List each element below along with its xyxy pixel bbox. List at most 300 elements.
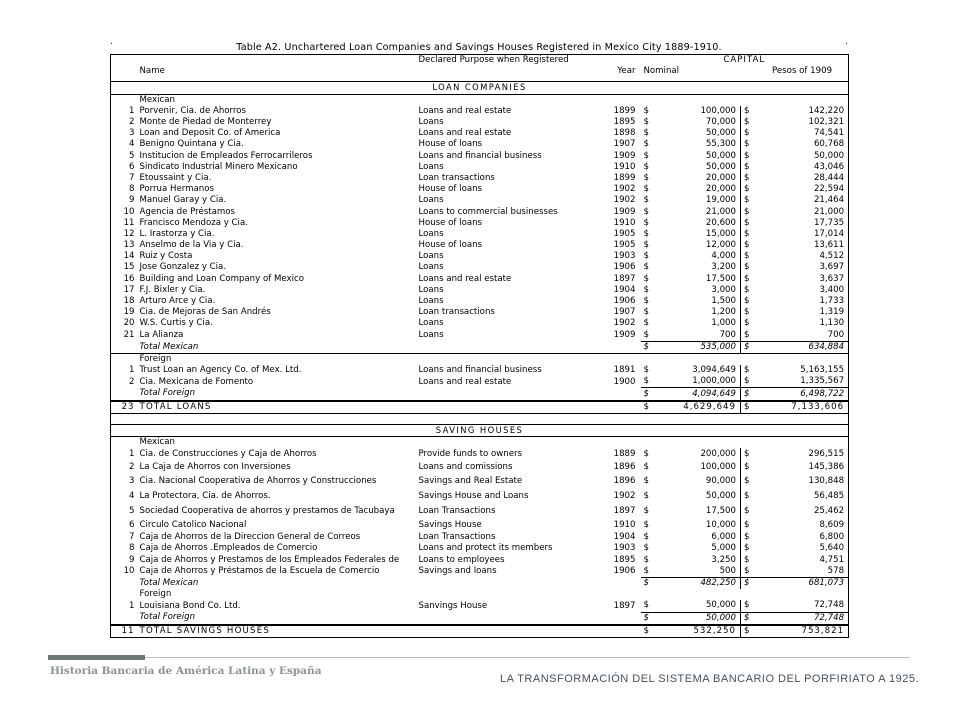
pesos-1909-value: 28,444: [813, 172, 845, 183]
currency-symbol: $: [643, 520, 649, 531]
declared-purpose: Loans and real estate: [418, 376, 512, 387]
currency-symbol: $: [741, 612, 754, 625]
nominal-value: 4,094,649: [654, 388, 741, 401]
row-number: 18: [123, 296, 135, 307]
currency-symbol: $: [643, 600, 649, 611]
currency-symbol: $: [643, 240, 649, 251]
table-row: [111, 184, 849, 195]
row-number: 20: [123, 318, 135, 329]
row-number: 21: [123, 329, 135, 340]
row-number: 8: [129, 543, 135, 554]
currency-symbol: $: [741, 388, 754, 401]
company-name: Caja de Ahorros y Prestamos de los Empleados Federales de: [139, 554, 400, 565]
year-registered: 1900: [613, 376, 636, 387]
company-name: Ruiz y Costa: [139, 251, 193, 262]
year-registered: 1896: [613, 476, 636, 487]
row-number: 4: [129, 491, 135, 502]
year-registered: 1903: [613, 251, 636, 262]
nominal-value: 532,250: [654, 625, 741, 638]
row-number: 1: [129, 105, 135, 116]
footer-right-text: LA TRANSFORMACIÓN DEL SISTEMA BANCARIO DEL PORFIRIATO A 1925.: [500, 673, 920, 685]
subtotal-label: Total Mexican: [139, 341, 199, 352]
nominal-value: 500: [719, 565, 736, 576]
subtotal-row: [111, 612, 849, 625]
pesos-1909-value: 1,319: [819, 307, 845, 318]
table-row: [111, 285, 849, 296]
year-registered: 1902: [613, 184, 636, 195]
year-registered: 1905: [613, 228, 636, 239]
row-number: 12: [123, 228, 135, 239]
row-number: 2: [129, 462, 135, 473]
currency-symbol: $: [741, 318, 754, 329]
declared-purpose: House of loans: [418, 139, 483, 150]
currency-symbol: $: [643, 161, 649, 172]
year-registered: 1910: [613, 520, 636, 531]
pesos-1909-value: 296,515: [808, 449, 845, 460]
year-registered: 1896: [613, 462, 636, 473]
pesos-1909-value: 5,163,155: [800, 365, 845, 376]
table-row: [111, 296, 849, 307]
currency-symbol: $: [643, 318, 649, 329]
currency-symbol: $: [643, 139, 649, 150]
pesos-1909-value: 8,609: [819, 520, 845, 531]
company-name: Porrua Hermanos: [139, 184, 214, 195]
header-pesos-1909: Pesos of 1909: [772, 66, 833, 77]
table-row: [111, 566, 849, 578]
table-row: [111, 251, 849, 262]
year-registered: 1898: [613, 128, 636, 139]
pesos-1909-value: 130,848: [808, 476, 845, 487]
group-label-row: [111, 589, 849, 600]
row-number: 5: [129, 506, 135, 517]
year-registered: 1909: [613, 329, 636, 340]
currency-symbol: $: [741, 195, 754, 206]
subtotal-label: Total Foreign: [139, 388, 196, 399]
company-name: Cia. Mexicana de Fomento: [139, 376, 254, 387]
currency-symbol: $: [741, 139, 754, 150]
year-registered: 1902: [613, 318, 636, 329]
loan-savings-table: [110, 54, 849, 638]
pesos-1909-value: 753,821: [754, 625, 849, 638]
declared-purpose: Sanvings House: [418, 600, 488, 611]
declared-purpose: Loans to employees: [418, 554, 505, 565]
declared-purpose: Loans and real estate: [418, 273, 512, 284]
table-row: [111, 519, 849, 532]
declared-purpose: Loan Transactions: [418, 506, 496, 517]
pesos-1909-value: 17,735: [813, 217, 845, 228]
year-registered: 1909: [613, 206, 636, 217]
currency-symbol: $: [741, 262, 754, 273]
nominal-value: 50,000: [705, 128, 736, 139]
pesos-1909-value: 634,884: [754, 341, 849, 353]
nominal-value: 1,200: [711, 307, 736, 318]
currency-symbol: $: [643, 543, 649, 554]
nominal-value: 4,629,649: [654, 401, 741, 414]
nominal-value: 50,000: [705, 491, 736, 502]
currency-symbol: $: [643, 506, 649, 517]
declared-purpose: Loan Transactions: [418, 532, 496, 543]
nominal-value: 21,000: [705, 206, 736, 217]
declared-purpose: Loans and comissions: [418, 462, 513, 473]
currency-symbol: $: [643, 329, 649, 340]
declared-purpose: Loans: [418, 318, 444, 329]
year-registered: 1889: [613, 449, 636, 460]
pesos-1909-value: 1,733: [819, 296, 845, 307]
currency-symbol: $: [643, 184, 649, 195]
subtotal-row: [111, 388, 849, 401]
row-number: 9: [129, 554, 135, 565]
pesos-1909-value: 578: [827, 565, 845, 576]
table-row: [111, 151, 849, 162]
declared-purpose: Loans: [418, 329, 444, 340]
nominal-value: 3,094,649: [692, 365, 736, 376]
pesos-1909-value: 102,321: [808, 117, 845, 128]
currency-symbol: $: [643, 251, 649, 262]
spacer-row: [111, 413, 849, 424]
pesos-1909-value: 21,464: [813, 195, 845, 206]
currency-symbol: $: [741, 341, 754, 353]
row-number: 6: [129, 520, 135, 531]
currency-symbol: $: [643, 228, 649, 239]
table-row: [111, 330, 849, 342]
company-name: Caja de Ahorros y Préstamos de la Escuela de Comercio: [139, 566, 380, 577]
row-number: 7: [129, 172, 135, 183]
currency-symbol: $: [643, 206, 649, 217]
currency-symbol: $: [741, 173, 754, 184]
subtotal-row: [111, 577, 849, 589]
currency-symbol: $: [741, 401, 754, 414]
declared-purpose: Savings House: [418, 520, 482, 531]
currency-symbol: $: [741, 229, 754, 240]
footer-divider: [145, 657, 910, 658]
pesos-1909-value: 7,133,606: [754, 401, 849, 414]
nominal-value: 6,000: [711, 532, 736, 543]
year-registered: 1904: [613, 532, 636, 543]
currency-symbol: $: [741, 240, 754, 251]
group-label-row: [111, 437, 849, 449]
subtotal-label: Total Foreign: [139, 612, 196, 623]
header-capital: CAPITAL: [723, 55, 766, 66]
table-row: [111, 106, 849, 117]
declared-purpose: House of loans: [418, 184, 483, 195]
declared-purpose: Loans to commercial businesses: [418, 206, 558, 217]
group-label-row: [111, 353, 849, 365]
row-number: 14: [123, 251, 135, 262]
pesos-1909-value: 3,637: [819, 273, 845, 284]
year-registered: 1902: [613, 491, 636, 502]
footer-accent-bar: [48, 655, 145, 660]
declared-purpose: Savings and Real Estate: [418, 476, 523, 487]
declared-purpose: Savings House and Loans: [418, 491, 529, 502]
pesos-1909-value: 681,073: [754, 577, 849, 589]
pesos-1909-value: 21,000: [813, 206, 845, 217]
currency-symbol: $: [643, 150, 649, 161]
pesos-1909-value: 72,748: [754, 612, 849, 625]
company-name: Benigno Quintana y Cia.: [139, 139, 244, 150]
corner-mark-right: .: [845, 37, 848, 47]
declared-purpose: Loans: [418, 117, 444, 128]
year-registered: 1906: [613, 566, 636, 577]
table-row: [111, 262, 849, 273]
currency-symbol: $: [741, 117, 754, 128]
group-label: Mexican: [139, 94, 175, 105]
currency-symbol: $: [741, 566, 754, 578]
pesos-1909-value: 3,400: [819, 284, 845, 295]
nominal-value: 50,000: [705, 600, 736, 611]
total-count: 23: [111, 401, 138, 414]
year-registered: 1907: [613, 139, 636, 150]
table-row: [111, 489, 849, 504]
row-number: 4: [129, 139, 135, 150]
currency-symbol: $: [741, 376, 754, 388]
pesos-1909-value: 74,541: [813, 128, 845, 139]
total-label: TOTAL LOANS: [138, 401, 416, 414]
currency-symbol: $: [741, 206, 754, 217]
currency-symbol: $: [741, 532, 754, 543]
year-registered: 1903: [613, 543, 636, 554]
table-row: [111, 229, 849, 240]
company-name: Arturo Arce y Cia.: [139, 296, 216, 307]
currency-symbol: $: [741, 365, 754, 376]
year-registered: 1895: [613, 554, 636, 565]
nominal-value: 4,000: [711, 251, 736, 262]
company-name: Francisco Mendoza y Cia.: [139, 217, 248, 228]
nominal-value: 100,000: [700, 462, 736, 473]
currency-symbol: $: [641, 388, 654, 401]
nominal-value: 55,300: [705, 139, 736, 150]
year-registered: 1904: [613, 284, 636, 295]
declared-purpose: Loans and real estate: [418, 105, 512, 116]
row-number: 1: [129, 449, 135, 460]
nominal-value: 3,200: [711, 262, 736, 273]
pesos-1909-value: 1,335,567: [800, 376, 845, 387]
year-registered: 1909: [613, 150, 636, 161]
nominal-value: 100,000: [700, 105, 736, 116]
table-row: [111, 376, 849, 388]
row-number: 2: [129, 376, 135, 387]
currency-symbol: $: [643, 491, 649, 502]
nominal-value: 5,000: [711, 543, 736, 554]
nominal-value: 10,000: [705, 520, 736, 531]
year-registered: 1897: [613, 506, 636, 517]
table-row: [111, 139, 849, 150]
company-name: W.S. Curtis y Cia.: [139, 318, 213, 329]
nominal-value: 20,000: [705, 184, 736, 195]
pesos-1909-value: 13,611: [813, 240, 845, 251]
currency-symbol: $: [741, 600, 754, 612]
currency-symbol: $: [741, 461, 754, 474]
pesos-1909-value: 6,800: [819, 532, 845, 543]
company-name: Caja de Ahorros de la Direccion General de Correos: [139, 532, 361, 543]
table-row: [111, 218, 849, 229]
row-number: 15: [123, 262, 135, 273]
currency-symbol: $: [643, 117, 649, 128]
group-label: Mexican: [139, 437, 175, 448]
year-registered: 1907: [613, 307, 636, 318]
currency-symbol: $: [643, 172, 649, 183]
pesos-1909-value: 25,462: [813, 506, 845, 517]
pesos-1909-value: 22,594: [813, 184, 845, 195]
nominal-value: 20,000: [705, 172, 736, 183]
currency-symbol: $: [641, 612, 654, 625]
company-name: Loan and Deposit Co. of America: [139, 128, 281, 139]
nominal-value: 3,000: [711, 284, 736, 295]
currency-symbol: $: [741, 162, 754, 173]
company-name: F.J. Bixler y Cia.: [139, 284, 206, 295]
currency-symbol: $: [643, 296, 649, 307]
table-row: [111, 206, 849, 217]
table-sheet: [110, 37, 848, 638]
grand-total-row: [111, 625, 849, 638]
table-row: [111, 240, 849, 251]
company-name: Porvenir, Cia. de Ahorros: [139, 105, 247, 116]
nominal-value: 70,000: [705, 117, 736, 128]
nominal-value: 50,000: [705, 161, 736, 172]
company-name: Agencia de Préstamos: [139, 206, 236, 217]
nominal-value: 535,000: [654, 341, 741, 353]
row-number: 2: [129, 117, 135, 128]
currency-symbol: $: [741, 448, 754, 461]
declared-purpose: Loans and financial business: [418, 365, 542, 376]
year-registered: 1906: [613, 262, 636, 273]
pesos-1909-value: 142,220: [808, 105, 845, 116]
currency-symbol: $: [741, 184, 754, 195]
pesos-1909-value: 43,046: [813, 161, 845, 172]
year-registered: 1905: [613, 240, 636, 251]
row-number: 13: [123, 240, 135, 251]
declared-purpose: Loans: [418, 284, 444, 295]
row-number: 16: [123, 273, 135, 284]
declared-purpose: Loans and real estate: [418, 128, 512, 139]
nominal-value: 19,000: [705, 195, 736, 206]
company-name: Cia. de Mejoras de San Andrés: [139, 307, 271, 318]
nominal-value: 482,250: [654, 577, 741, 589]
currency-symbol: $: [741, 296, 754, 307]
pesos-1909-value: 700: [827, 329, 845, 340]
pesos-1909-value: 72,748: [813, 600, 845, 611]
nominal-value: 90,000: [705, 476, 736, 487]
company-name: Building and Loan Company of Mexico: [139, 273, 304, 284]
currency-symbol: $: [741, 251, 754, 262]
currency-symbol: $: [741, 285, 754, 296]
group-label: Foreign: [139, 589, 172, 600]
row-number: 1: [129, 600, 135, 611]
pesos-1909-value: 1,130: [819, 318, 845, 329]
group-label: Foreign: [138, 353, 416, 365]
row-number: 17: [123, 284, 135, 295]
company-name: Anselmo de la Via y Cia.: [139, 240, 244, 251]
currency-symbol: $: [643, 476, 649, 487]
table-row: [111, 504, 849, 519]
currency-symbol: $: [741, 519, 754, 532]
currency-symbol: $: [741, 577, 754, 589]
currency-symbol: $: [643, 449, 649, 460]
declared-purpose: Loans: [418, 251, 444, 262]
currency-symbol: $: [741, 218, 754, 229]
pesos-1909-value: 4,512: [819, 251, 845, 262]
company-name: Institucion de Empleados Ferrocarrileros: [139, 150, 313, 161]
section-title: LOAN COMPANIES: [111, 82, 849, 94]
grand-total-row: [111, 401, 849, 414]
currency-symbol: $: [643, 462, 649, 473]
company-name: La Caja de Ahorros con Inversiones: [139, 462, 291, 473]
total-label: TOTAL SAVINGS HOUSES: [138, 625, 416, 638]
nominal-value: 17,500: [705, 273, 736, 284]
declared-purpose: Loan transactions: [418, 307, 495, 318]
currency-symbol: $: [643, 105, 649, 116]
currency-symbol: $: [643, 554, 649, 565]
declared-purpose: Loans: [418, 296, 444, 307]
declared-purpose: Loans: [418, 262, 444, 273]
currency-symbol: $: [741, 274, 754, 285]
currency-symbol: $: [643, 565, 649, 576]
currency-symbol: $: [643, 128, 649, 139]
declared-purpose: House of loans: [418, 217, 483, 228]
pesos-1909-value: 6,498,722: [754, 388, 849, 401]
company-name: Trust Loan an Agency Co. of Mex. Ltd.: [139, 365, 302, 376]
pesos-1909-value: 56,485: [813, 491, 845, 502]
company-name: Jose Gonzalez y Cia.: [139, 262, 227, 273]
subtotal-row: [111, 341, 849, 353]
currency-symbol: $: [741, 555, 754, 566]
year-registered: 1897: [613, 600, 636, 611]
year-registered: 1910: [613, 161, 636, 172]
nominal-value: 12,000: [705, 240, 736, 251]
nominal-value: 1,500: [711, 296, 736, 307]
nominal-value: 700: [719, 329, 736, 340]
declared-purpose: Loans and protect its members: [418, 543, 553, 554]
nominal-value: 20,600: [705, 217, 736, 228]
row-number: 5: [129, 150, 135, 161]
currency-symbol: $: [741, 151, 754, 162]
declared-purpose: House of loans: [418, 240, 483, 251]
currency-symbol: $: [643, 284, 649, 295]
declared-purpose: Provide funds to owners: [418, 449, 523, 460]
year-registered: 1897: [613, 273, 636, 284]
row-number: 3: [129, 476, 135, 487]
declared-purpose: Loans and financial business: [418, 150, 542, 161]
table-row: [111, 274, 849, 285]
table-title: Table A2. Unchartered Loan Companies and Savings Houses Registered in Mexico City 1889-1910.: [236, 42, 722, 53]
footer-left-text: Historia Bancaria de América Latina y España: [50, 665, 322, 677]
currency-symbol: $: [741, 307, 754, 318]
section-header-row: [111, 82, 849, 94]
table-row: [111, 162, 849, 173]
row-number: 10: [123, 206, 135, 217]
row-number: 3: [129, 128, 135, 139]
table-row: [111, 474, 849, 489]
currency-symbol: $: [643, 307, 649, 318]
nominal-value: 15,000: [705, 228, 736, 239]
header-purpose: Declared Purpose when Registered: [418, 55, 569, 66]
table-row: [111, 543, 849, 554]
nominal-value: 50,000: [705, 150, 736, 161]
section-header-row: [111, 424, 849, 436]
declared-purpose: Savings and loans: [418, 566, 497, 577]
year-registered: 1910: [613, 217, 636, 228]
currency-symbol: $: [741, 504, 754, 519]
currency-symbol: $: [643, 195, 649, 206]
pesos-1909-value: 4,751: [819, 554, 845, 565]
row-number: 1: [129, 365, 135, 376]
company-name: Sociedad Cooperativa de ahorros y prestamos de Tacubaya: [139, 506, 395, 517]
table-row: [111, 307, 849, 318]
row-number: 6: [129, 161, 135, 172]
company-name: Louisiana Bond Co. Ltd.: [139, 600, 241, 611]
currency-symbol: $: [643, 532, 649, 543]
table-row: [111, 318, 849, 329]
header-row-1: [111, 55, 849, 67]
